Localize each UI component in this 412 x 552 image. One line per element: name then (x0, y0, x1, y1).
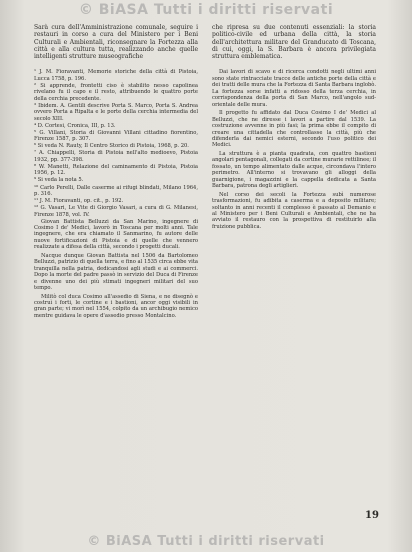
intro-paragraph: Sarà cura dell'Amministrazione comunale, seguire i restauri in corso a cura del Ministero per i Beni Culturali e Ambientali, riconsegnare la Fortezza alla città e alla cultura tutta, realizzando anche quelle intelligenti strutture museografiche (34, 24, 198, 61)
body-paragraph: Nacque dunque Giovan Battista nel 1506 da Bartolomeo Belluzzi, patrizio di quella terra, e fino al 1535 circa ebbe vita tranquilla nella patria, dedicandosi agli studi e ai commerci. Dopo la morte del padre passò in servizio del Duca di Firenze e divenne uno dei più stimati ingegneri militari del suo tempo. (34, 252, 198, 292)
body-paragraph: Il progetto fu affidato dal Duca Cosimo I de' Medici al Belluzzi, che ne diresse i lavori a partire dal 1539. La costruzione avvenne in più fasi; la prima ebbe il compito di creare una cittadella che controllasse la città, più che difenderla dai nemici esterni, secondo l'uso politico dei Medici. (212, 110, 376, 149)
body-paragraph: Dai lavori di scavo e di ricerca condotti negli ultimi anni sono state rintracciate tracce delle antiche porte della città e dei tratti delle mura che la Fortezza di Santa Barbara inglobò. La fortezza sorse infatti a ridosso della terza cerchia, in corrispondenza della porta di San Marco, nell'angolo sud-orientale delle mura. (212, 69, 376, 108)
footnote: ⁴ D. Cortesi, Cronica, III, p. 13. (34, 122, 116, 129)
body-paragraph: Nel corso dei secoli la Fortezza subì numerose trasformazioni, fu adibita a caserma e a deposito militare; soltanto in anni recenti il complesso è passato al Demanio e al Ministero per i Beni Culturali e Ambientali, che ne ha avviato il restauro con la prospettiva di restituirlo alla fruizione pubblica. (212, 191, 376, 230)
watermark-top: © BiASA Tutti i diritti riservati (78, 2, 334, 18)
footnote: ⁷ A. Chiappelli, Storia di Pistoia nell'alto medioevo, Pistoia 1932, pp. 377-398. (34, 150, 198, 163)
footnote: ¹² G. Vasari, Le Vite di Giorgio Vasari, a cura di G. Milanesi, Firenze 1878, vol. IV. (34, 205, 198, 218)
body-paragraph: La struttura è a pianta quadrata, con quattro bastioni angolari pentagonali, collegati da cortine murarie rettilinee; il fossato, un tempo alimentato dalle acque, circondava l'intero perimetro. All'interno si trovavano gli alloggi della guarnigione, i magazzini e la cappella dedicata a Santa Barbara, patrona degli artiglieri. (212, 150, 376, 190)
footnote: ¹¹ J. M. Fioravanti, op. cit., p. 192. (34, 198, 124, 205)
right-column (212, 24, 376, 232)
footnote: ⁵ G. Villani, Storia di Giovanni Villani cittadino fiorentino, Firenze 1587, p. 307. (34, 129, 198, 143)
footnote: ⁹ Si veda la nota 5. (34, 177, 84, 184)
left-column (34, 24, 198, 321)
footnote: ¹ J. M. Fioravanti, Memorie storiche della città di Pistoia, Lucca 1758, p. 196. (34, 69, 198, 82)
page-number: 19 (365, 510, 379, 521)
footnote: ² Si apprende, frontetti ciso è stabilito nesso capolinea rivelano fu il capo e il resto, attribuendo le quattro porte della cerchia precedente. (34, 82, 198, 102)
footnote: ³ Ibidem. A. Gentili descrive Porta S. Marco, Porta S. Andrea ovvero Porta a Ripalta e le porte della cerchia intermedia del secolo XIII. (34, 102, 198, 122)
footnote: ¹⁰ Carlo Perelli, Dalle caserme ai rifugi blindati, Milano 1964, p. 316. (34, 184, 198, 197)
footnote: ⁶ Si veda N. Rauty, Il Centro Storico di Pistoia, 1968, p. 20. (34, 143, 189, 150)
footnotes (34, 69, 198, 218)
watermark-bottom: © BiASA Tutti i diritti riservati (87, 534, 325, 549)
body-paragraph: Militò col duca Cosimo all'assedio di Siena, e ne disegnò e costruì i forti, le cortine e i bastioni, ancor oggi visibili in gran parte; vi morì nel 1554, colpito da un archibugio nemico mentre guidava le opere d'assedio presso Montalcino. (34, 293, 198, 319)
body-paragraph: Giovan Battista Belluzzi da San Marino, ingegnere di Cosimo I de' Medici, lavorò in Toscana per molti anni. Tale ingegnere, che era chiamato il Sanmarino, fu autore delle nuove fortificazioni di Pistoia e di quelle che vennero realizzate a difesa della città, secondo i progetti ducali. (34, 218, 198, 251)
continuation-paragraph: che ripresa su due contenuti essenziali: la storia politico-civile ed urbana della città, la storia dell'architettura militare del Granducato di Toscana, di cui, oggi, la S. Barbara è ancora privilegiata struttura emblematica. (212, 24, 376, 61)
footnote: ⁸ W. Manetti, Relazione del caminamento di Pistoia, Pistoia 1956, p. 12. (34, 163, 198, 177)
